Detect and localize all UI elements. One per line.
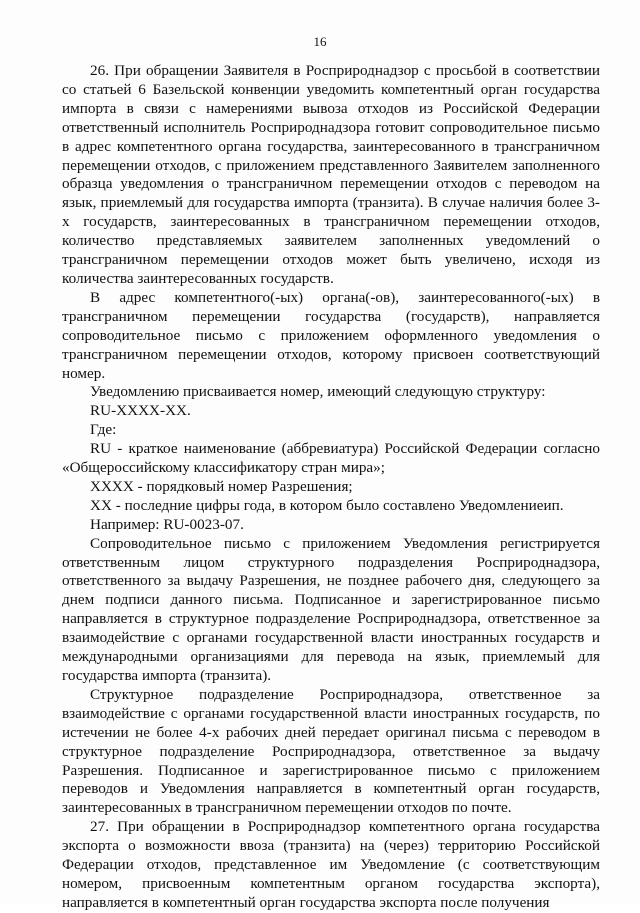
paragraph-26: 26. При обращении Заявителя в Росприроднадзор с просьбой в соответствии со статьей 6 Базельской конвенции уведомить компетентный орган государства импорта в связи с намерениями вывоза отходов из Российской Федерации ответственный исполнитель Росприроднадзора готовит сопроводительное письмо в адрес компетентного органа государства, заинтересованного в трансграничном перемещении отходов, с приложением представленного Заявителем заполненного образца уведомления о трансграничном перемещении отходов с переводом на язык, приемлемый для государства импорта (транзита). В случае наличия более 3-х государств, заинтересованных в трансграничном перемещении отходов, количество представляемых заявителем заполненных уведомлений о трансграничном перемещении отходов может быть увеличено, исходя из количества заинтересованных государств. bbox=[62, 62, 600, 287]
paragraph-xx-definition: XX - последние цифры года, в котором было составлено Уведомлениеип. bbox=[90, 496, 564, 514]
paragraph-example: Например: RU-0023-07. bbox=[90, 515, 244, 533]
paragraph-ru-definition: RU - краткое наименование (аббревиатура) Российской Федерации согласно «Общероссийскому классификатору стран мира»; bbox=[62, 440, 600, 477]
document-body bbox=[62, 62, 600, 913]
paragraph-structural-unit: Структурное подразделение Росприроднадзора, ответственное за взаимодействие с органами государственной власти иностранных государств, по истечении не более 4-х рабочих дней передает оригинал письма с переводом в структурное подразделение Росприроднадзора, ответственное за выдачу Разрешения. Подписанное и зарегистрированное письмо с приложением переводов и Уведомления направляется в компетентный орган государств, заинтересованных в трансграничном перемещении отходов по почте. bbox=[62, 685, 600, 817]
paragraph-number-format: RU-XXXX-XX. bbox=[90, 402, 191, 420]
paragraph-address: В адрес компетентного(-ых) органа(-ов), заинтересованного(-ых) в трансграничном перемещении государства (государств), направляется сопроводительное письмо с приложением оформленного уведомления о трансграничном перемещении отходов, которому присвоен соответствующий номер. bbox=[62, 288, 600, 382]
paragraph-27: 27. При обращении в Росприроднадзор компетентного органа государства экспорта о возможности ввоза (транзита) на (через) территорию Российской Федерации отходов, представленное им Уведомление (с соответствующим номером, присвоенным компетентным органом государства экспорта), направляется в компетентный орган государства экспорта после получения bbox=[62, 818, 600, 911]
paragraph-where: Где: bbox=[90, 421, 117, 439]
page-number: 16 bbox=[313, 34, 327, 49]
paragraph-xxxx-definition: XXXX - порядковый номер Разрешения; bbox=[90, 477, 353, 495]
paragraph-registration: Сопроводительное письмо с приложением Уведомления регистрируется ответственным лицом структурного подразделения Росприроднадзора, ответственного за выдачу Разрешения, не позднее рабочего дня, следующего за днем подписи данного письма. Подписанное и зарегистрированное письмо направляется в структурное подразделение Росприроднадзора, ответственное за взаимодействие с органами государственной власти иностранных государств и международными организациями для перевода на язык, приемлемый для государства импорта (транзита). bbox=[62, 534, 600, 684]
paragraph-number-structure: Уведомлению присваивается номер, имеющий следующую структуру: bbox=[90, 383, 546, 401]
